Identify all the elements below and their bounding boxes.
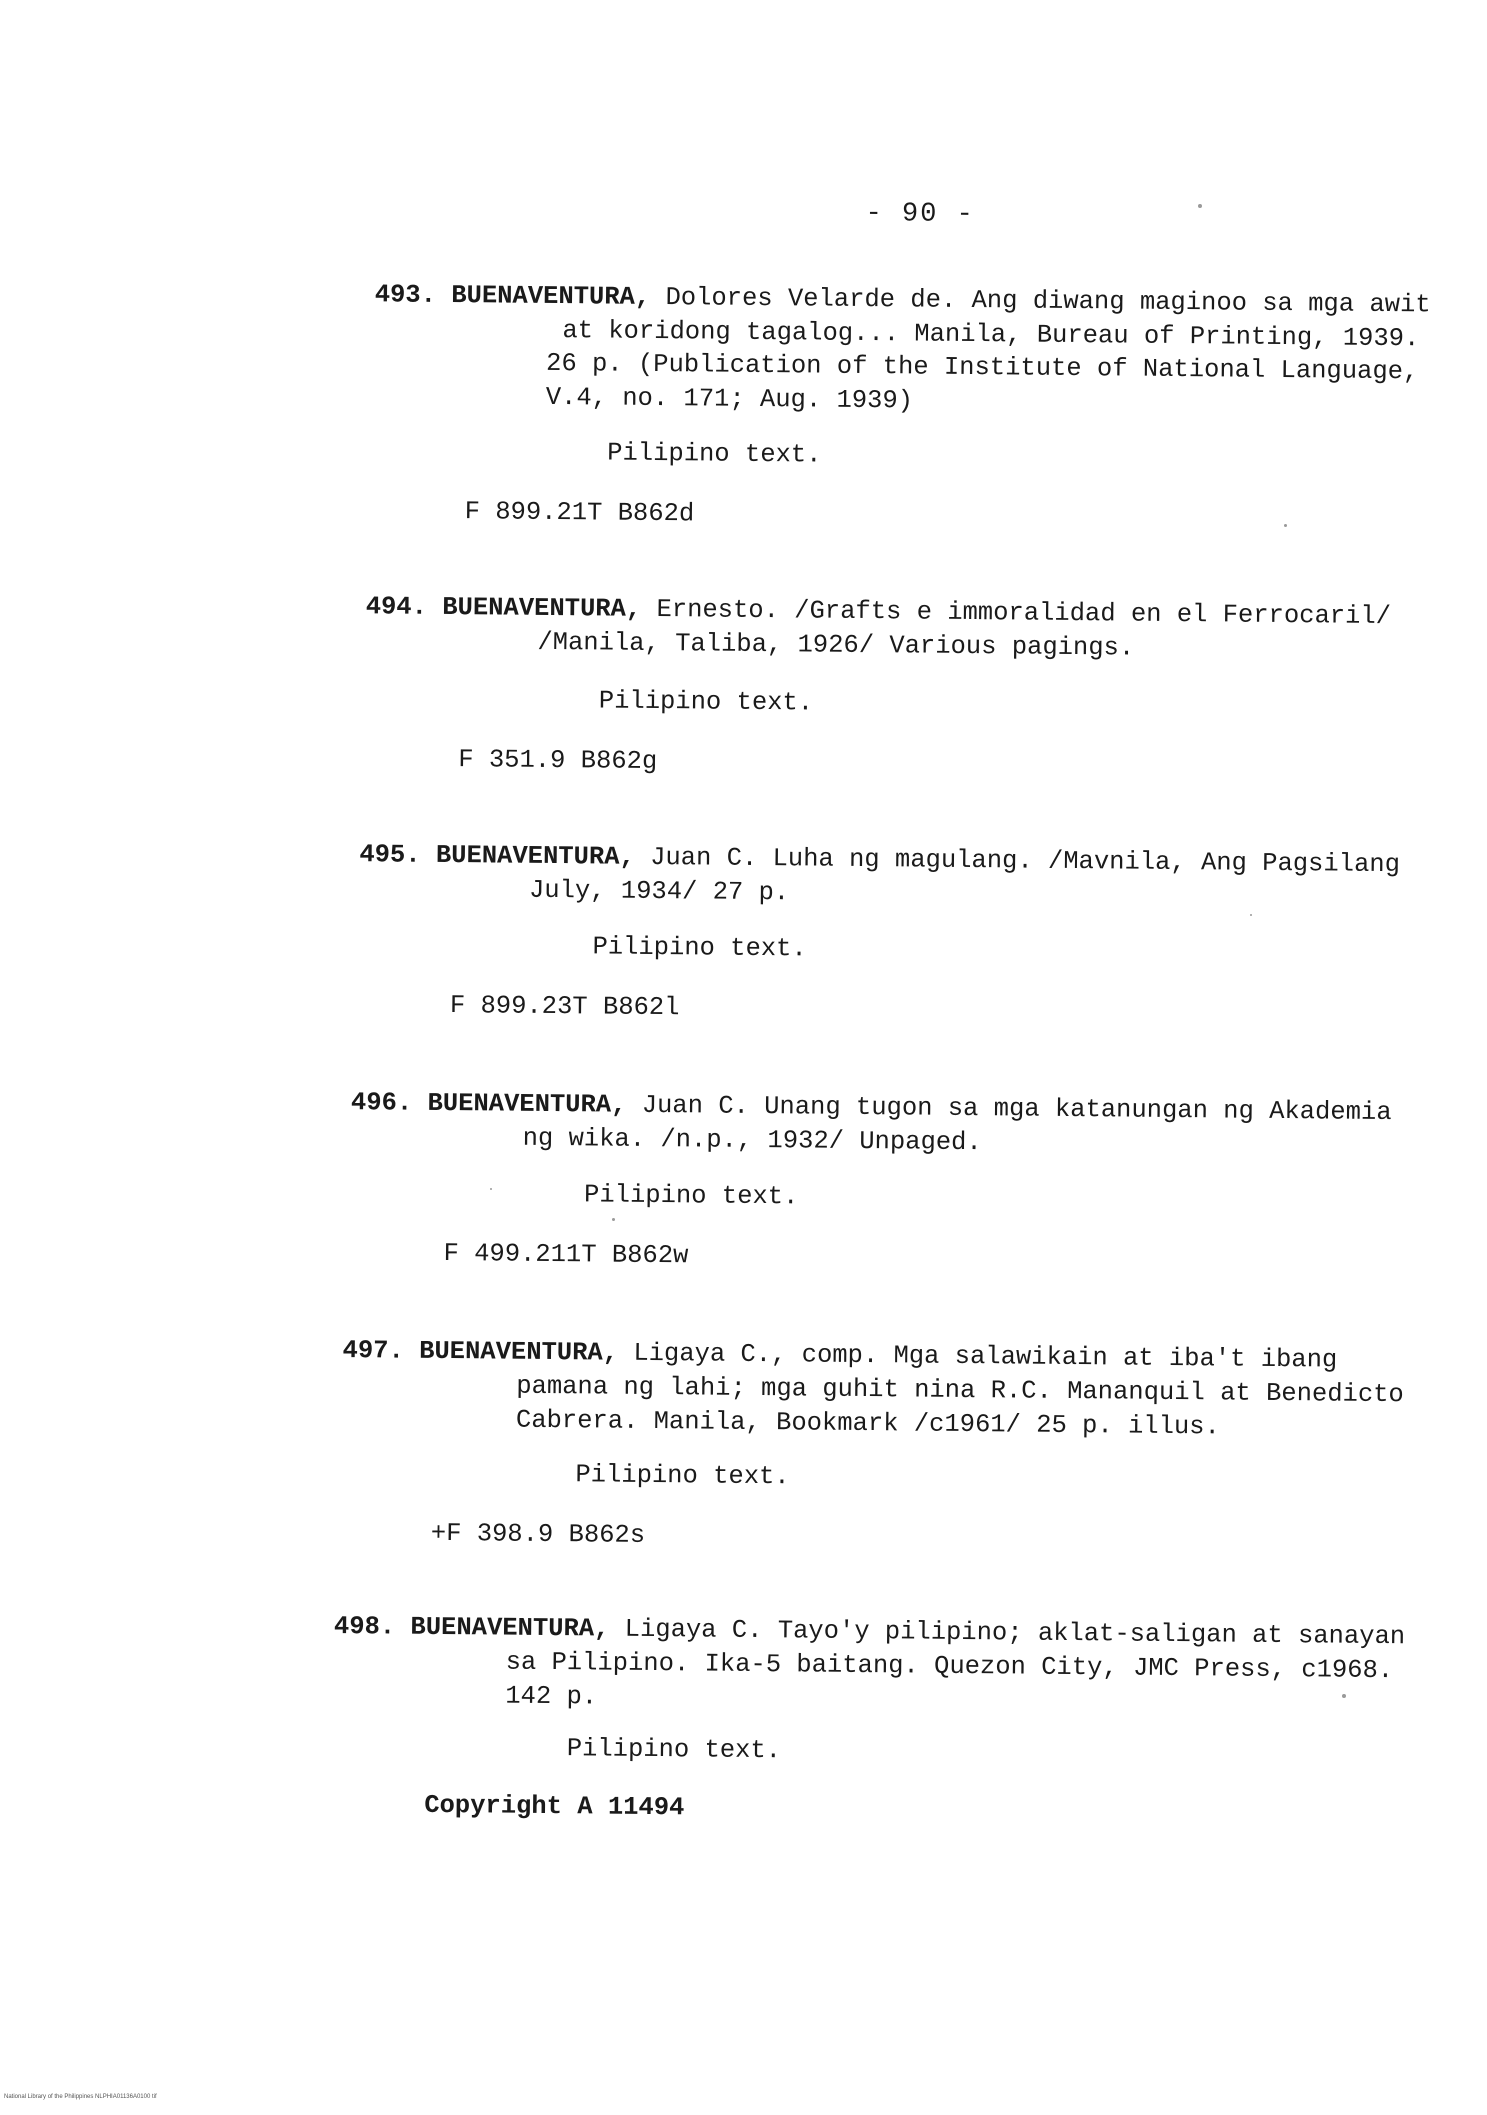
entry-text: Ernesto. /Grafts e immoralidad en el Ferrocaril/: [656, 594, 1392, 632]
entry-author: BUENAVENTURA,: [435, 840, 635, 872]
entry-author: BUENAVENTURA,: [427, 1088, 627, 1120]
entry-number: 498.: [333, 1611, 396, 1642]
entry-number: 496.: [350, 1088, 413, 1118]
entry-line: sa Pilipino. Ika-5 baitang. Quezon City, JMC Press, c1968.: [505, 1647, 1394, 1686]
entry-first-line: [351, 1086, 1392, 1130]
entry-text: Ligaya C. Tayo'y pilipino; aklat-saligan at sanayan: [624, 1614, 1406, 1652]
scan-speck: [1342, 1694, 1346, 1698]
entry-number: 494.: [365, 592, 428, 622]
scan-footer: National Library of the Philippines NLPHIA01136A0100 tif: [4, 2094, 157, 2100]
entry-text: Dolores Velarde de. Ang diwang maginoo sa mga awit: [665, 283, 1431, 320]
entry-note: Pilipino text.: [566, 1734, 782, 1766]
page-number: - 90 -: [865, 198, 975, 231]
entry-line: at koridong tagalog... Manila, Bureau of Printing, 1939.: [562, 316, 1420, 354]
entry-first-line: [375, 278, 1431, 322]
entry-text: Juan C. Unang tugon sa mga katanungan ng Akademia: [641, 1090, 1392, 1128]
entry-author: BUENAVENTURA,: [451, 281, 651, 312]
entry-line: July, 1934/ 27 p.: [528, 875, 790, 908]
scan-speck: [1284, 524, 1287, 527]
scan-speck: [612, 1218, 615, 1221]
call-number: F 899.23T B862l: [449, 991, 680, 1023]
entry-author: BUENAVENTURA,: [410, 1612, 610, 1644]
scan-speck: [1198, 204, 1202, 208]
entry-line: ng wika. /n.p., 1932/ Unpaged.: [522, 1123, 982, 1158]
scan-speck: [490, 1188, 492, 1190]
entry-note: Pilipino text.: [607, 438, 822, 470]
entry-text: Juan C. Luha ng magulang. /Mavnila, Ang Pagsilang: [650, 842, 1401, 880]
call-number: +F 398.9 B862s: [430, 1518, 646, 1550]
entry-note: Pilipino text.: [575, 1460, 790, 1492]
entry-text: Ligaya C., comp. Mga salawikain at iba't ibang: [633, 1338, 1338, 1375]
entry-note: Pilipino text.: [592, 932, 807, 964]
entry-line: /Manila, Taliba, 1926/ Various pagings.: [537, 627, 1135, 663]
scan-speck: [1250, 914, 1252, 916]
call-number: F 351.9 B862g: [458, 745, 658, 777]
entry-first-line: [359, 838, 1400, 882]
entry-number: 497.: [342, 1336, 404, 1366]
entry-number: 495.: [359, 840, 421, 870]
entry-line: Cabrera. Manila, Bookmark /c1961/ 25 p. illus.: [515, 1405, 1220, 1442]
entry-author: BUENAVENTURA,: [442, 592, 642, 624]
call-number: F 499.211T B862w: [443, 1238, 689, 1271]
entry-first-line: [366, 590, 1392, 634]
entry-number: 493.: [374, 280, 437, 310]
copyright-number: Copyright A 11494: [424, 1790, 685, 1823]
entry-note: Pilipino text.: [583, 1180, 799, 1212]
entry-note: Pilipino text.: [598, 686, 814, 718]
entry-line: pamana ng lahi; mga guhit nina R.C. Mananquil at Benedicto: [516, 1371, 1404, 1410]
entry-line: 142 p.: [505, 1681, 598, 1712]
entry-line: 26 p. (Publication of the Institute of National Language,: [545, 348, 1419, 387]
entry-first-line: [342, 1334, 1337, 1378]
entry-line: V.4, no. 171; Aug. 1939): [545, 382, 914, 416]
call-number: F 899.21T B862d: [464, 497, 695, 529]
entry-first-line: [334, 1610, 1405, 1654]
entry-author: BUENAVENTURA,: [419, 1336, 619, 1368]
